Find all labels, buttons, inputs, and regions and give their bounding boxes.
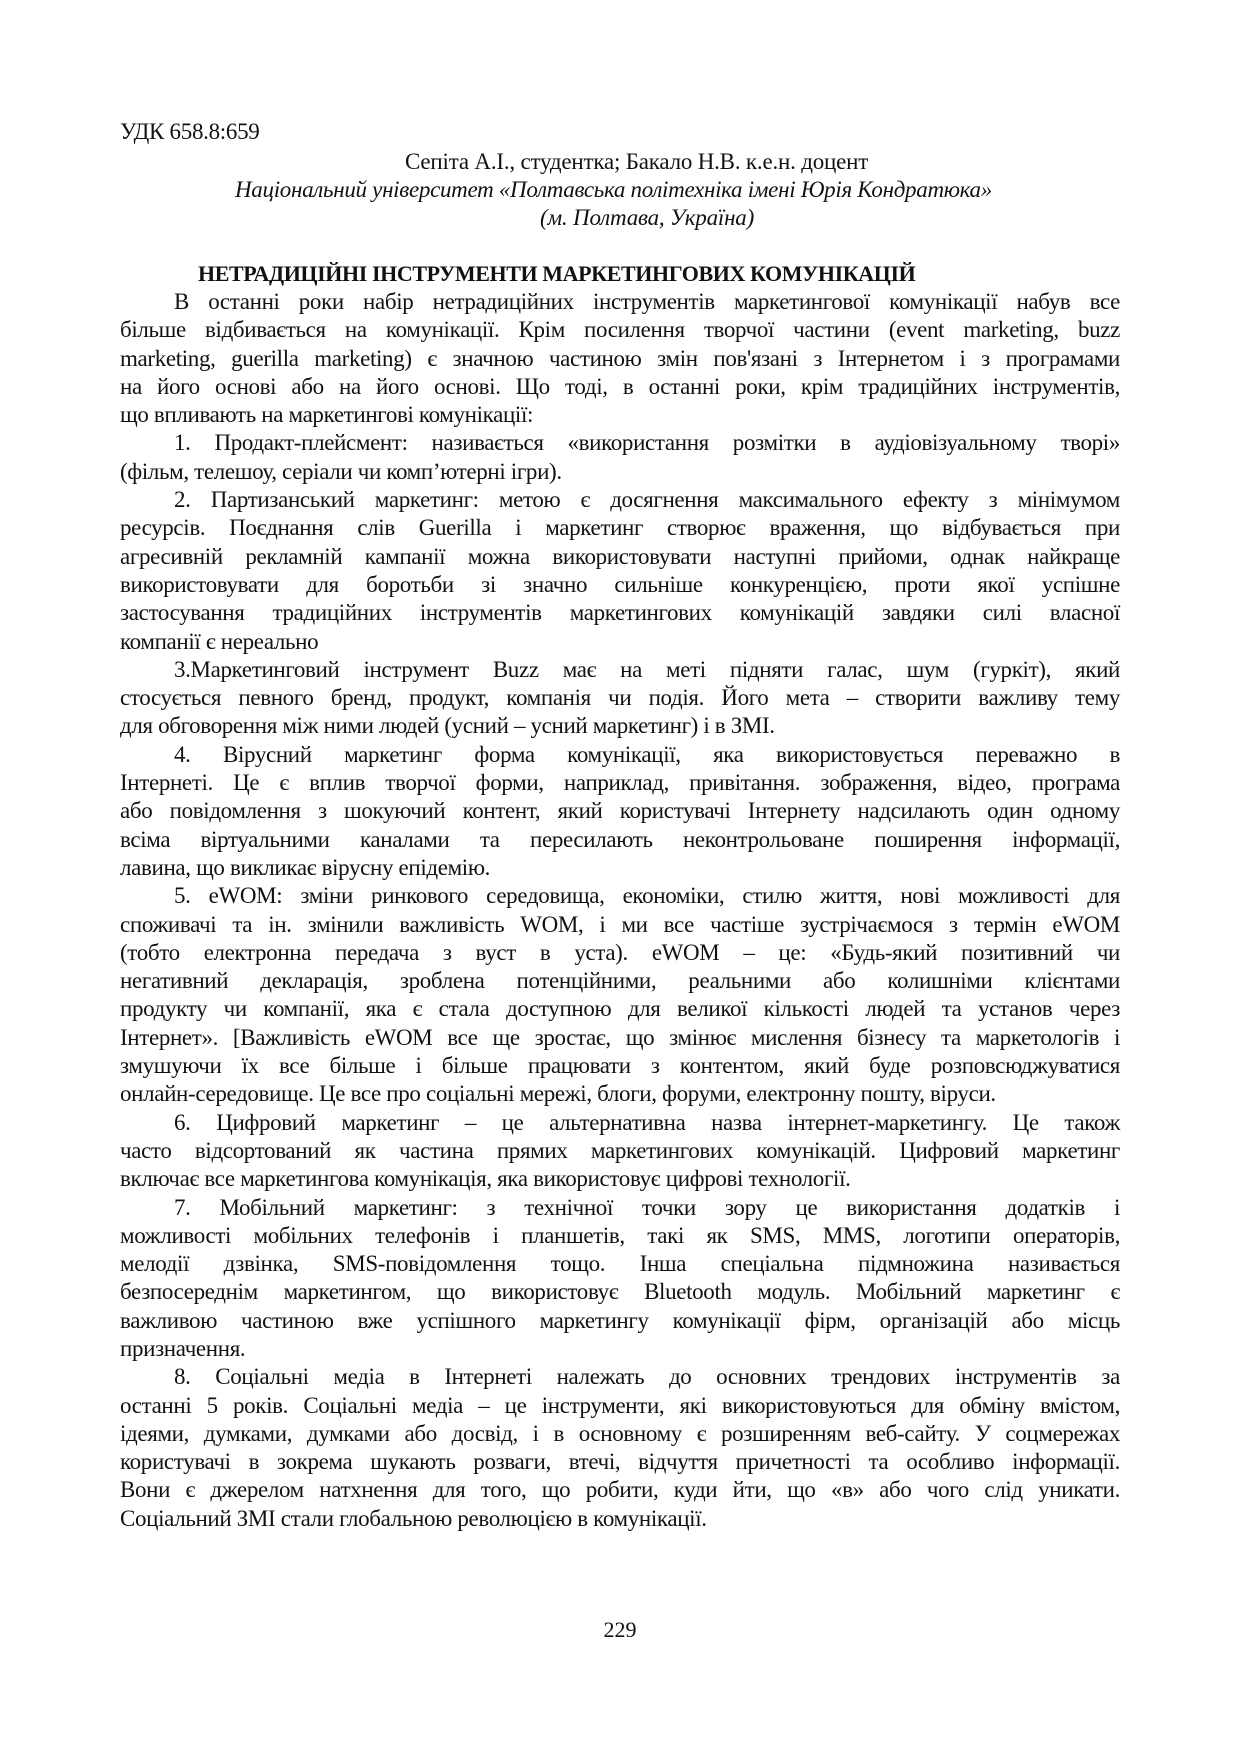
paragraph-item-2 (120, 486, 1120, 656)
text-line: компанії є нереально (120, 628, 319, 654)
text-line: більше відбивається на комунікації. Крім посилення творчої частини (event marketing, buzz (120, 317, 1120, 343)
text-line: агресивній рекламній кампанії можна використовувати наступні прийоми, однак найкраще (120, 543, 1120, 569)
paragraph-item-8 (120, 1363, 1120, 1533)
text-line: Інтернет». [Важливість eWOM все ще зростає, що змінює мислення бізнесу та маркетологів і (120, 1024, 1120, 1050)
text-line: 5. eWOM: зміни ринкового середовища, економіки, стилю життя, нові можливості для (174, 883, 1120, 909)
text-line: (тобто електронна передача з вуст в уста). eWOM – це: «Будь-який позитивний чи (120, 939, 1120, 965)
text-line: для обговорення між ними людей (усний – усний маркетинг) і в ЗМІ. (120, 713, 775, 739)
text-line: 7. Мобільний маркетинг: з технічної точки зору це використання додатків і (174, 1194, 1120, 1220)
paper-title: НЕТРАДИЦІЙНІ ІНСТРУМЕНТИ МАРКЕТИНГОВИХ КОМУНІКАЦІЙ (198, 261, 916, 286)
text-line: ідеями, думками, думками або досвід, і в основному є розширенням веб-сайту. У соцмережах (120, 1420, 1120, 1446)
location-text: (м. Полтава, Україна) (540, 205, 755, 230)
paragraph-item-5 (120, 882, 1120, 1108)
text-line: змушуючи їх все більше і більше працювати з контентом, який буде розповсюджуватися (120, 1053, 1120, 1079)
text-line: включає все маркетингова комунікація, яка використовує цифрові технології. (120, 1166, 851, 1192)
text-line: користувачі в зокрема шукають розваги, втечі, відчуття причетності та особливо інформації. (120, 1449, 1120, 1475)
udk-code: УДК 658.8:659 (120, 119, 260, 144)
text-line: безпосереднім маркетингом, що використовує Bluetooth модуль. Мобільний маркетинг є (120, 1279, 1120, 1305)
text-line: важливою частиною вже успішного маркетингу комунікації фірм, організацій або місць (120, 1307, 1120, 1333)
text-line: стосується певного бренд, продукт, компанія чи подія. Його мета – створити важливу тему (120, 685, 1120, 711)
text-line: застосування традиційних інструментів маркетингових комунікацій завдяки силі власної (120, 600, 1120, 626)
text-line: 2. Партизанський маркетинг: метою є досягнення максимального ефекту з мінімумом (174, 487, 1120, 513)
text-line: онлайн-середовище. Це все про соціальні мережі, блоги, форуми, електронну пошту, віруси. (120, 1081, 996, 1107)
paragraph-intro (120, 288, 1120, 429)
paragraph-item-1 (120, 429, 1120, 486)
text-line: 3.Маркетинговий інструмент Buzz має на меті підняти галас, шум (гуркіт), який (174, 656, 1120, 682)
text-line: або повідомлення з шокуючий контент, який користувачі Інтернету надсилають один одному (120, 798, 1120, 824)
text-line: що впливають на маркетингові комунікації: (120, 402, 534, 428)
paragraph-item-4 (120, 741, 1120, 882)
text-line: Вони є джерелом натхнення для того, що робити, куди йти, що «в» або чого слід уникати. (120, 1477, 1120, 1503)
text-line: призначення. (120, 1335, 246, 1361)
text-line: негативний декларація, зроблена потенційними, реальними або колишніми клієнтами (120, 968, 1120, 994)
text-line: можливості мобільних телефонів і планшетів, такі як SMS, MMS, логотипи операторів, (120, 1222, 1120, 1248)
paragraph-item-6 (120, 1109, 1120, 1194)
text-line: 1. Продакт-плейсмент: називається «використання розмітки в аудіовізуальному творі» (174, 430, 1120, 456)
paragraph-item-7 (120, 1194, 1120, 1364)
text-line: 4. Вірусний маркетинг форма комунікації, яка використовується переважно в (174, 741, 1120, 767)
text-line: 8. Соціальні медіа в Інтернеті належать до основних трендових інструментів за (174, 1364, 1120, 1390)
text-line: 6. Цифровий маркетинг – це альтернативна назва інтернет-маркетингу. Це також (174, 1109, 1120, 1135)
text-line: всіма віртуальними каналами та пересилають неконтрольоване поширення інформації, (120, 826, 1120, 852)
text-line: мелодії дзвінка, SMS-повідомлення тощо. Інша спеціальна підмножина називається (120, 1251, 1120, 1277)
text-line: marketing, guerilla marketing) є значною частиною змін пов'язані з Інтернетом і з програмами (120, 345, 1120, 371)
text-line: ресурсів. Поєднання слів Guerilla і маркетинг створює враження, що відбувається при (120, 515, 1120, 541)
text-line: В останні роки набір нетрадиційних інструментів маркетингової комунікації набув все (174, 289, 1120, 314)
text-line: (фільм, телешоу, серіали чи комп’ютерні ігри). (120, 458, 562, 484)
authors-text: Сепіта А.І., студентка; Бакало Н.В. к.е.н. доцент (405, 149, 869, 174)
paper-body (120, 288, 1120, 1533)
paragraph-item-3 (120, 656, 1120, 741)
page-number: 229 (603, 1617, 637, 1642)
text-line: останні 5 років. Соціальні медіа – це інструменти, які використовуються для обміну вмістом, (120, 1392, 1120, 1418)
text-line: на його основі або на його основі. Що тоді, в останні роки, крім традиційних інструментів, (120, 373, 1120, 399)
text-line: споживачі та ін. змінили важливість WOM, і ми все частіше зустрічаємося з термін eWOM (120, 911, 1120, 937)
text-line: Інтернеті. Це є вплив творчої форми, наприклад, привітання. зображення, відео, програма (120, 770, 1120, 796)
text-line: використовувати для боротьби зі значно сильніше конкуренцією, проти якої успішне (120, 571, 1120, 597)
text-line: часто відсортований як частина прямих маркетингових комунікацій. Цифровий маркетинг (120, 1137, 1120, 1163)
affiliation-text: Національний університет «Полтавська політехніка імені Юрія Кондратюка» (235, 177, 992, 202)
text-line: продукту чи компанії, яка є стала доступною для великої кількості людей та установ через (120, 996, 1120, 1022)
text-line: Соціальний ЗМІ стали глобальною революцією в комунікації. (120, 1505, 707, 1531)
text-line: лавина, що викликає вірусну епідемію. (120, 854, 491, 880)
